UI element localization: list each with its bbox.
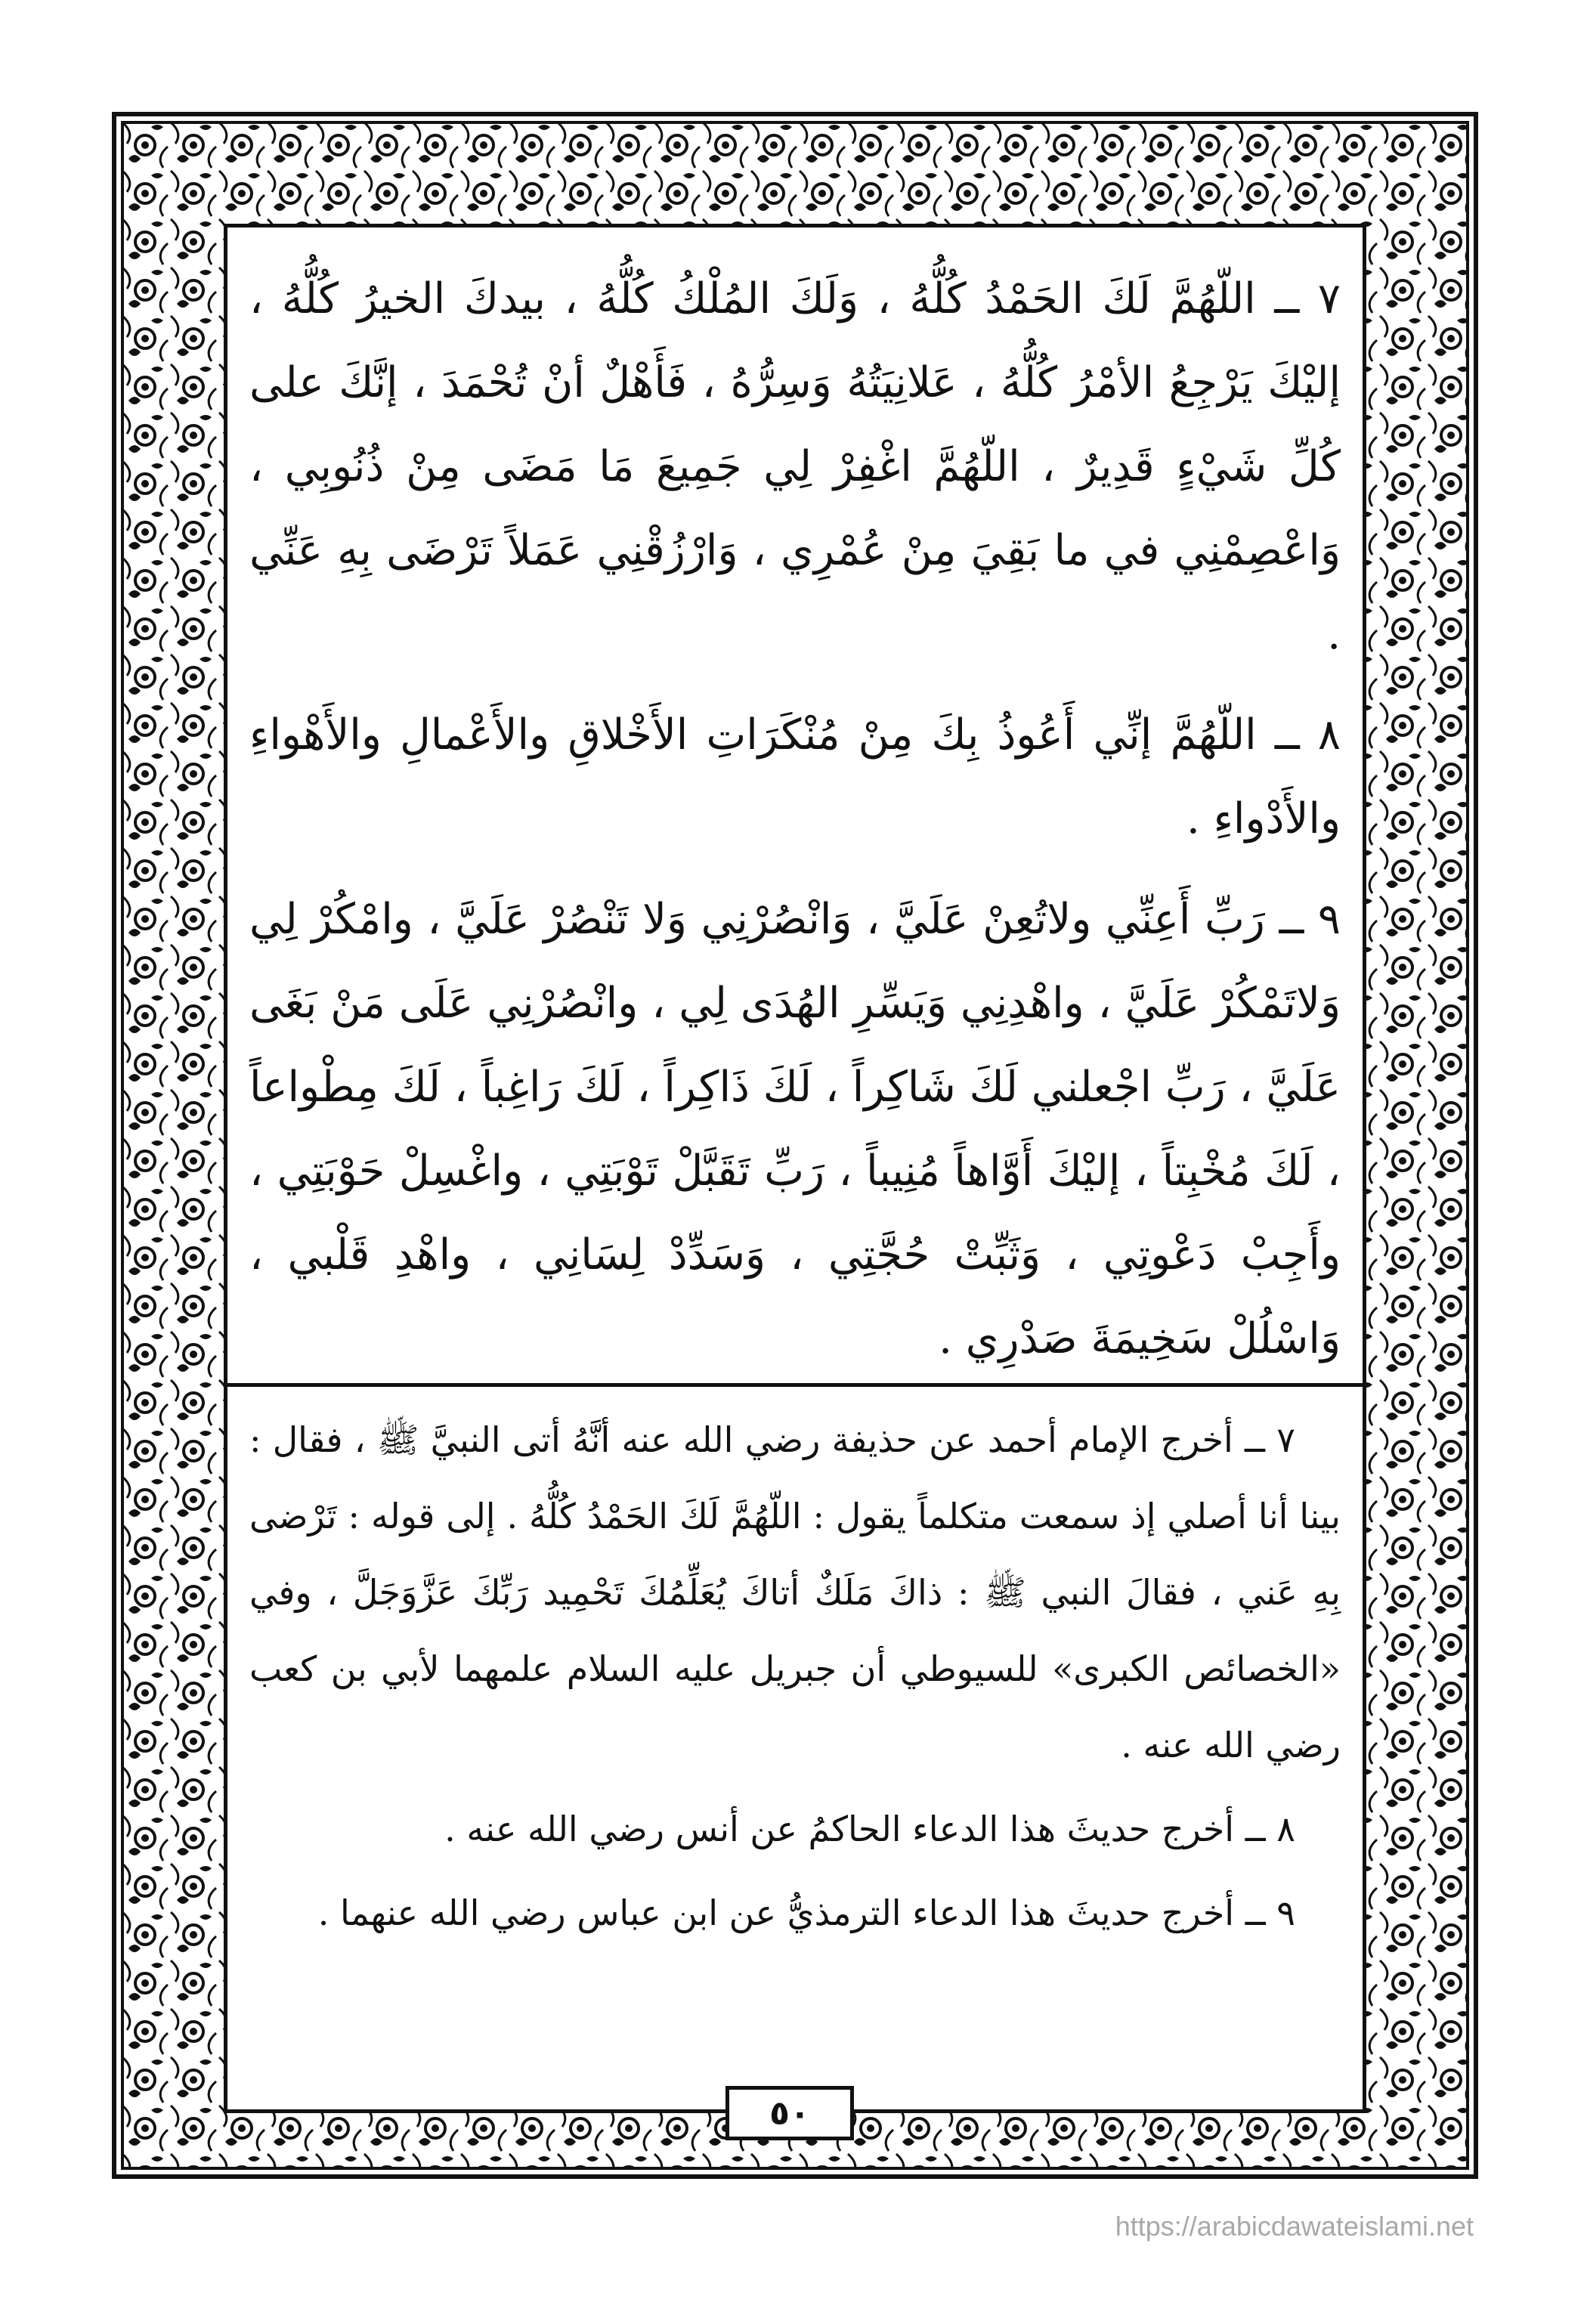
dua-paragraph-8: ٨ ــ اللّهُمَّ إنِّي أَعُوذُ بِكَ مِنْ مُنْكَرَاتِ الأَخْلاقِ والأَعْمالِ والأَهْواءِ والأَدْواءِ .	[249, 710, 1341, 843]
page-number: ٥٠	[725, 2086, 854, 2140]
footnote-7: ٧ ــ أخرج الإمام أحمد عن حذيفة رضي الله عنه أنَّهُ أتى النبيَّ ﷺ ، فقال : بينا أنا أصلي إذ سمعت متكلماً يقول : اللّهُمَّ لَكَ الحَمْدُ كُلُّهُ . إلى قوله : تَرْضى بِهِ عَني ، فقالَ النبي ﷺ : ذاكَ مَلَكٌ أتاكَ يُعَلِّمُكَ تَحْمِيد رَبِّكَ عَزَّوَجَلَّ ، وفي «الخصائص الكبرى» للسيوطي أن جبريل عليه السلام علمهما لأبي بن كعب رضي الله عنه .	[249, 1419, 1341, 1765]
footnote-9: ٩ ــ أخرج حديثَ هذا الدعاء الترمذيُّ عن ابن عباس رضي الله عنهما .	[317, 1892, 1295, 1933]
main-text	[249, 257, 1341, 1372]
footnotes	[249, 1402, 1341, 2082]
dua-paragraph-9: ٩ ــ رَبِّ أَعِنِّي ولاتُعِنْ عَلَيَّ ، وَانْصُرْنِي وَلا تَنْصُرْ عَلَيَّ ، وامْكُرْ لِي وَلاتَمْكُرْ عَلَيَّ ، واهْدِنِي وَيَسِّرِ الهُدَى لِي ، وانْصُرْنِي عَلَى مَنْ بَغَى عَلَيَّ ، رَبِّ اجْعلني لَكَ شَاكِراً ، لَكَ ذَاكِراً ، لَكَ رَاغِباً ، لَكَ مِطْواعاً ، لَكَ مُخْبِتاً ، إليْكَ أَوَّاهاً مُنِيباً ، رَبِّ تَقَبَّلْ تَوْبَتِي ، واغْسِلْ حَوْبَتِي ، وأَجِبْ دَعْوتِي ، وَثَبِّتْ حُجَّتِي ، وَسَدِّدْ لِسَانِي ، واهْدِ قَلْبي ، وَاسْلُلْ سَخِيمَةَ صَدْرِي .	[249, 895, 1341, 1363]
watermark-url: https://arabicdawateislami.net	[1115, 2211, 1474, 2242]
dua-paragraph-7: ٧ ــ اللّهُمَّ لَكَ الحَمْدُ كُلُّهُ ، وَلَكَ المُلْكُ كُلُّهُ ، بيدكَ الخيرُ كُلُّهُ ، إليْكَ يَرْجِعُ الأمْرُ كُلُّهُ ، عَلانِيَتُهُ وَسِرُّهُ ، فَأَهْلٌ أنْ تُحْمَدَ ، إنَّكَ على كُلِّ شَيْءٍ قَدِيرٌ ، اللّهُمَّ اغْفِرْ لِي جَمِيعَ مَا مَضَى مِنْ ذُنُوبِي ، وَاعْصِمْنِي في ما بَقِيَ مِنْ عُمْرِي ، وَارْزُقْنِي عَمَلاً تَرْضَى بِهِ عَنِّي .	[249, 274, 1341, 659]
footnote-8: ٨ ــ أخرج حديثَ هذا الدعاء الحاكمُ عن أنس رضي الله عنه .	[444, 1809, 1295, 1849]
footnote-divider	[224, 1383, 1366, 1387]
